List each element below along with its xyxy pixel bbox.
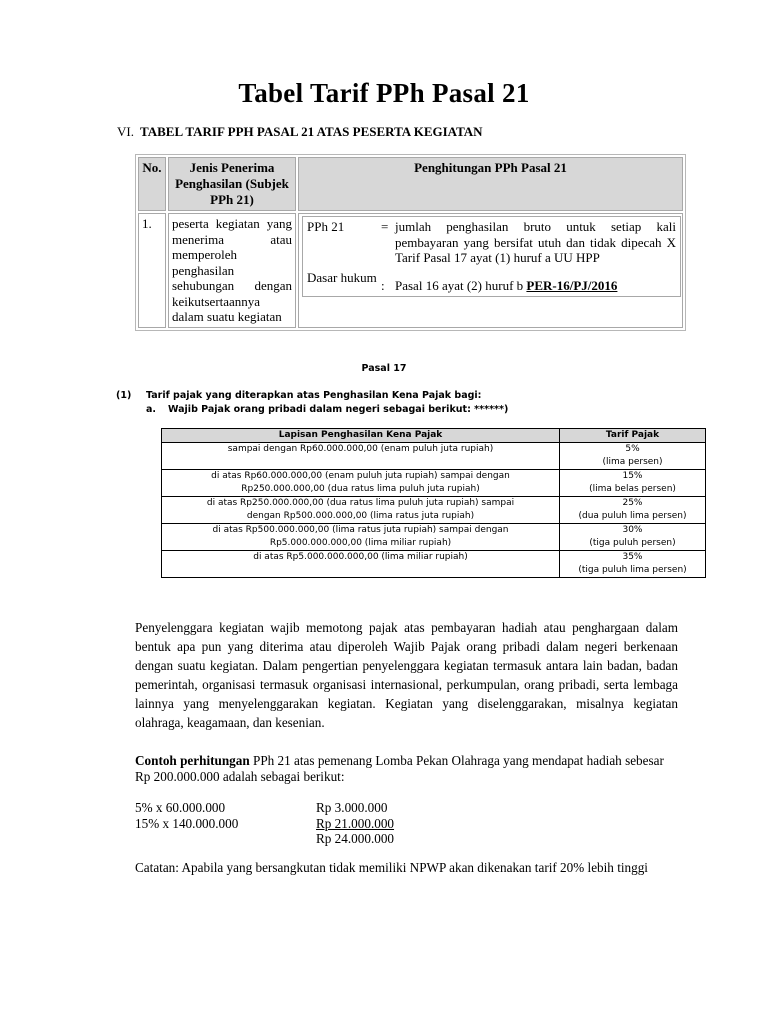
tarif-words: (lima belas persen) — [589, 483, 676, 494]
lapisan-cell — [162, 470, 560, 497]
tarif-cell — [560, 524, 706, 551]
page-title: Tabel Tarif PPh Pasal 21 — [238, 78, 530, 108]
calc-formula: 15% x 140.000.000 — [135, 815, 239, 831]
dasar-text: Pasal 16 ayat (2) huruf b — [395, 277, 524, 293]
pph-sep: = — [381, 219, 389, 234]
item-a-text: Wajib Pajak orang pribadi dalam negeri sebagai berikut: ******) — [168, 404, 509, 415]
table-row — [162, 443, 706, 470]
lapisan-line: di atas Rp60.000.000,00 (enam puluh juta rupiah) sampai dengan — [211, 471, 510, 481]
tarif-words: (tiga puluh lima persen) — [578, 564, 687, 575]
tarif-value: 5% — [625, 444, 640, 454]
tarif-cell — [560, 443, 706, 470]
lapisan-line: Rp250.000.000,00 (dua ratus lima puluh juta rupiah) — [241, 483, 480, 494]
header-penghitungan: Penghitungan PPh Pasal 21 — [298, 157, 683, 211]
calc-total-row — [135, 831, 394, 847]
header-jenis: Jenis Penerima Penghasilan (Subjek PPh 21) — [168, 157, 296, 211]
item1-text: Tarif pajak yang diterapkan atas Penghasilan Kena Pajak bagi: — [146, 390, 482, 401]
lapisan-line: dengan Rp500.000.000,00 (lima ratus juta rupiah) — [246, 510, 475, 521]
lapisan-line: sampai dengan Rp60.000.000,00 (enam puluh juta rupiah) — [227, 444, 494, 454]
tarif-cell — [560, 497, 706, 524]
section-heading-text: TABEL TARIF PPH PASAL 21 ATAS PESERTA KEGIATAN — [140, 124, 483, 139]
item1-number: (1) — [116, 390, 132, 401]
body-paragraph: Penyelenggara kegiatan wajib memotong pajak atas pembayaran hadiah atau penghargaan dalam bentuk apa pun yang diterima atau diperoleh Wajib Pajak orang pribadi dalam negeri berkenaan dengan suatu kegiatan. Dalam pengertian penyelenggara kegiatan termasuk antara lain badan, badan pemerintah, organisasi termasuk organisasi internasional, perkumpulan, orang pribadi, serta lembaga lainnya yang menyelenggarakan kegiatan. Kegiatan yang diselenggarakan, misalnya kegiatan olahraga, keagamaan, dan kesenian. — [135, 620, 678, 730]
pasal17-item1 — [116, 390, 481, 401]
row-penghitungan — [298, 213, 683, 328]
tarif-header-row — [162, 429, 706, 443]
calc-formula: 5% x 60.000.000 — [135, 800, 226, 815]
calc-row — [135, 800, 394, 816]
pasal17-title: Pasal 17 — [361, 363, 407, 374]
contoh-paragraph — [135, 753, 675, 784]
calculation-block — [135, 800, 394, 847]
tarif-value: 15% — [622, 471, 643, 481]
tarif-value: 25% — [622, 498, 643, 508]
section-heading — [117, 124, 483, 140]
calc-formula — [135, 831, 316, 847]
lapisan-line: di atas Rp5.000.000.000,00 (lima miliar rupiah) — [253, 552, 468, 562]
tarif-cell — [560, 470, 706, 497]
dasar-label: Dasar hukum — [307, 269, 377, 285]
lapisan-cell — [162, 551, 560, 578]
lapisan-cell — [162, 497, 560, 524]
lapisan-line: Rp5.000.000.000,00 (lima miliar rupiah) — [269, 537, 452, 548]
lapisan-cell — [162, 443, 560, 470]
table-header-row — [138, 157, 683, 211]
lapisan-line: di atas Rp250.000.000,00 (dua ratus lima puluh juta rupiah) sampai — [206, 498, 515, 508]
tarif-words: (dua puluh lima persen) — [578, 510, 687, 521]
pph-formula-row — [303, 217, 680, 266]
calc-result-underlined: Rp 21.000.000 — [316, 815, 395, 831]
dasar-value — [395, 270, 676, 294]
penghitungan-box — [302, 216, 681, 297]
tarif-words: (lima persen) — [602, 456, 663, 467]
pph-formula: jumlah penghasilan bruto untuk setiap kali pembayaran yang bersifat utuh dan tidak dipecah X Tarif Pasal 17 ayat (1) huruf a UU HPP — [395, 219, 676, 265]
table-row — [162, 470, 706, 497]
calc-result: Rp 3.000.000 — [316, 800, 388, 815]
table-row — [138, 213, 683, 328]
tarif-value: 30% — [622, 525, 643, 535]
contoh-label: Contoh perhitungan — [135, 753, 250, 768]
lapisan-cell — [162, 524, 560, 551]
calc-result — [316, 816, 394, 832]
calc-total: Rp 24.000.000 — [316, 831, 395, 846]
dasar-hukum-row — [303, 266, 680, 297]
regulation-link[interactable]: PER-16/PJ/2016 — [526, 277, 618, 293]
contoh-text: PPh 21 atas pemenang Lomba Pekan Olahraga yang mendapat hadiah sebesar Rp 200.000.000 adalah sebagai berikut: — [135, 753, 664, 784]
section-number: VI. — [117, 124, 134, 139]
item-a-letter: a. — [146, 404, 157, 415]
row-no: 1. — [138, 213, 166, 328]
lapisan-line: di atas Rp500.000.000,00 (lima ratus juta rupiah) sampai dengan — [212, 525, 509, 535]
pph21-table — [135, 154, 686, 331]
row-jenis: peserta kegiatan yang menerima atau memperoleh penghasilan sehubungan dengan keikutsertaannya dalam suatu kegiatan — [168, 213, 296, 328]
tarif-cell — [560, 551, 706, 578]
table-row — [162, 551, 706, 578]
header-no: No. — [138, 157, 166, 211]
tarif-words: (tiga puluh persen) — [589, 537, 676, 548]
table-row — [162, 524, 706, 551]
dasar-sep: : — [381, 277, 385, 293]
tarif-table — [161, 428, 706, 578]
pasal17-item-a — [146, 404, 508, 415]
header-tarif: Tarif Pajak — [560, 429, 706, 443]
header-lapisan: Lapisan Penghasilan Kena Pajak — [162, 429, 560, 443]
pph-label: PPh 21 — [307, 219, 345, 234]
table-row — [162, 497, 706, 524]
calc-row — [135, 816, 394, 832]
tarif-value: 35% — [622, 552, 643, 562]
catatan-note: Catatan: Apabila yang bersangkutan tidak memiliki NPWP akan dikenakan tarif 20% lebih tinggi — [135, 860, 648, 875]
